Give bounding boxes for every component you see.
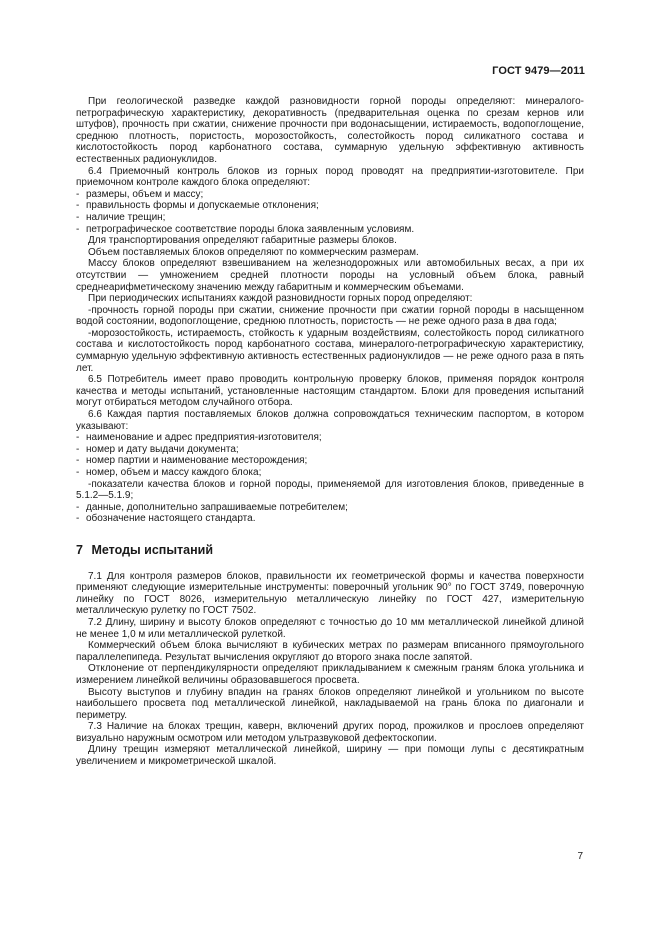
section-number: 7	[76, 542, 83, 557]
clause-6-6-intro: 6.6 Каждая партия поставляемых блоков должна сопровождаться техническим паспортом, в котором указывают:	[76, 409, 584, 432]
clause-7-3: 7.3 Наличие на блоках трещин, каверн, включений других пород, прожилков и прослоев определяют визуально наружным осмотром или методом ультразвуковой дефектоскопии.	[76, 721, 584, 744]
list-item: -показатели качества блоков и горной породы, применяемой для изготовления блоков, приведенные в 5.1.2—5.1.9;	[76, 478, 584, 502]
section-title: Методы испытаний	[91, 542, 214, 557]
paragraph: Объем поставляемых блоков определяют по коммерческим размерам.	[88, 246, 419, 258]
page-body	[76, 96, 584, 768]
clause-7-2: 7.2 Длину, ширину и высоту блоков определяют с точностью до 10 мм металлической линейкой длиной не менее 1,0 м или металлической рулеткой.	[76, 616, 584, 640]
list-item: - петрографическое соответствие породы блока заявленным условиям.	[76, 223, 415, 235]
section-heading	[76, 542, 584, 557]
list-item: - размеры, объем и массу;	[76, 188, 204, 200]
paragraph: Высоту выступов и глубину впадин на гранях блоков определяют линейкой и угольником по высоте наибольшего просвета под металлической линейкой, накладываемой на грань блока по диагонали и периметру.	[76, 686, 584, 721]
paragraph: Коммерческий объем блока вычисляют в кубических метрах по размерам вписанного прямоугольного параллелепипеда. Результат вычисления округляют до второго знака после запятой.	[76, 640, 584, 663]
list-item: - обозначение настоящего стандарта.	[76, 513, 256, 525]
list-item: - номер, объем и массу каждого блока;	[76, 467, 262, 478]
document-id-header: ГОСТ 9479—2011	[492, 65, 585, 77]
list-item: - наличие трещин;	[76, 211, 166, 223]
paragraph: Длину трещин измеряют металлической линейкой, ширину — при помощи лупы с десятикратным увеличением и микрометрической шкалой.	[76, 744, 584, 768]
list-item: -морозостойкость, истираемость, стойкость к ударным воздействиям, солестойкость пород силикатного состава и кислотостойкость пород карбонатного состава, минералого-петрографическую характеристику, суммарную удельную эффективную активность естественных радионуклидов — не реже одного раза в пять лет.	[76, 327, 584, 374]
list-item: -прочность горной породы при сжатии, снижение прочности при сжатии горной породы в насыщенном водой состоянии, водопоглощение, среднюю плотность, пористость — не реже одного раза в два года;	[76, 304, 584, 328]
list-item: - правильность формы и допускаемые отклонения;	[76, 200, 319, 212]
paragraph: Отклонение от перпендикулярности определяют прикладыванием к смежным граням блока угольника и измерением линейкой величины образовавшегося просвета.	[76, 663, 584, 686]
paragraph-geological-survey: При геологической разведке каждой разновидности горной породы определяют: минералого-петрографическую характеристику, декоративность (предварительная оценка по срезам кернов или штуфов), прочность при сжатии, снижение прочности при водонасыщении, истираемость, водопоглощение, среднюю плотность, пористость, морозостойкость, солестойкость пород силикатного состава и кислотостойкость пород карбонатного состава, суммарную удельную эффективную активность естественных радионуклидов.	[76, 96, 584, 165]
paragraph: Для транспортирования определяют габаритные размеры блоков.	[88, 235, 397, 247]
clause-6-4-intro: 6.4 Приемочный контроль блоков из горных пород проводят на предприятии-изготовителе. При приемочном контроле каждого блока определяют:	[76, 165, 584, 189]
list-item: - данные, дополнительно запрашиваемые потребителем;	[76, 501, 348, 513]
clause-6-5: 6.5 Потребитель имеет право проводить контрольную проверку блоков, применяя порядок контроля качества и методы испытаний, установленные настоящим стандартом. Блоки для проведения испытаний могут отбираться методом случайного отбора.	[76, 374, 584, 409]
paragraph: Массу блоков определяют взвешиванием на железнодорожных или автомобильных весах, а при их отсутствии — умножением средней плотности породы на условный объем блока, равный среднеарифметическому значению между габаритным и коммерческим объемами.	[76, 258, 584, 293]
paragraph: При периодических испытаниях каждой разновидности горных пород определяют:	[88, 293, 473, 305]
list-item: - наименование и адрес предприятия-изготовителя;	[76, 432, 322, 444]
list-item: - номер и дату выдачи документа;	[76, 443, 239, 455]
clause-7-1: 7.1 Для контроля размеров блоков, правильности их геометрической формы и качества поверхности применяют следующие измерительные инструменты: поверочный угольник 90° по ГОСТ 3749, поверочную линейку по ГОСТ 8026, измерительную металлическую линейку по ГОСТ 427, измерительную металлическую рулетку по ГОСТ 7502.	[76, 570, 584, 617]
page-number: 7	[577, 851, 583, 862]
list-item: - номер партии и наименование месторождения;	[76, 455, 308, 467]
